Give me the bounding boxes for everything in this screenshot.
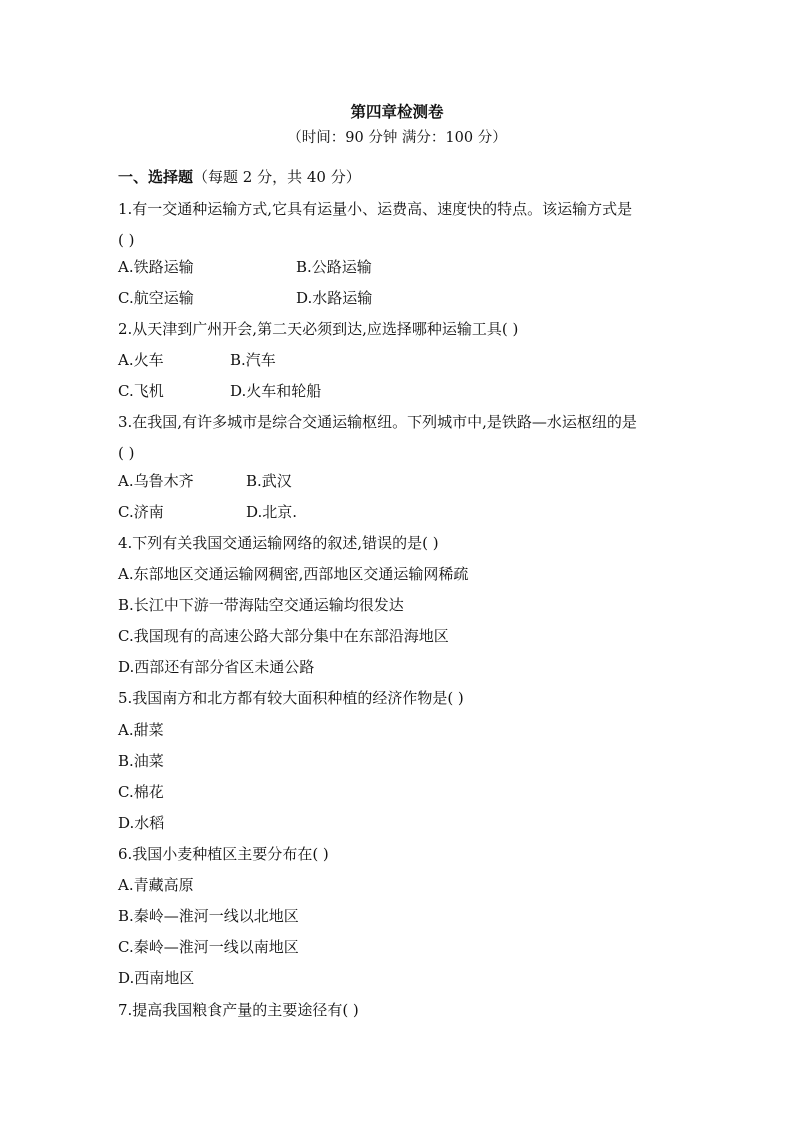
question-2-option-b: B.汽车 — [230, 351, 276, 369]
question-4-option-c: C.我国现有的高速公路大部分集中在东部沿海地区 — [118, 627, 449, 645]
question-5-option-b: B.油菜 — [118, 752, 164, 770]
question-4-option-b: B.长江中下游一带海陆空交通运输均很发达 — [118, 596, 404, 614]
section-note: （每题 2 分，共 40 分） — [193, 168, 361, 186]
question-3-stem: 3.在我国,有许多城市是综合交通运输枢纽。下列城市中,是铁路—水运枢纽的是 — [118, 413, 637, 431]
question-6-option-c: C.秦岭—淮河一线以南地区 — [118, 938, 299, 956]
section-title: 一、选择题 — [118, 168, 194, 186]
exam-info: （时间：90 分钟 满分：100 分） — [287, 130, 507, 146]
question-1-option-a: A.铁路运输 — [118, 258, 194, 276]
question-3-option-c: C.济南 — [118, 503, 164, 521]
question-6-stem: 6.我国小麦种植区主要分布在( ) — [118, 845, 329, 863]
question-7-stem: 7.提高我国粮食产量的主要途径有( ) — [118, 1001, 359, 1019]
question-2-stem: 2.从天津到广州开会,第二天必须到达,应选择哪种运输工具( ) — [118, 320, 519, 338]
question-6-option-a: A.青藏高原 — [118, 876, 194, 894]
question-2-option-d: D.火车和轮船 — [230, 382, 322, 400]
question-1-option-d: D.水路运输 — [296, 289, 373, 307]
page-title: 第四章检测卷 — [350, 102, 444, 121]
question-3-option-b: B.武汉 — [246, 472, 292, 490]
question-1-answer-blank: ( ) — [118, 231, 135, 249]
question-4-option-d: D.西部还有部分省区未通公路 — [118, 658, 315, 676]
question-2-option-c: C.飞机 — [118, 382, 164, 400]
question-6-option-b: B.秦岭—淮河一线以北地区 — [118, 907, 299, 925]
question-4-option-a: A.东部地区交通运输网稠密,西部地区交通运输网稀疏 — [118, 565, 469, 583]
question-1-stem: 1.有一交通种运输方式,它具有运量小、运费高、速度快的特点。该运输方式是 — [118, 200, 633, 218]
question-4-stem: 4.下列有关我国交通运输网络的叙述,错误的是( ) — [118, 534, 439, 552]
section-heading — [118, 166, 361, 188]
question-1-option-b: B.公路运输 — [296, 258, 372, 276]
question-2-option-a: A.火车 — [118, 351, 164, 369]
question-6-option-d: D.西南地区 — [118, 969, 195, 987]
question-5-option-a: A.甜菜 — [118, 721, 164, 739]
question-5-option-d: D.水稻 — [118, 814, 165, 832]
question-3-option-a: A.乌鲁木齐 — [118, 472, 194, 490]
question-3-option-d: D.北京. — [246, 503, 298, 521]
question-5-option-c: C.棉花 — [118, 783, 164, 801]
question-3-answer-blank: ( ) — [118, 444, 135, 462]
question-5-stem: 5.我国南方和北方都有较大面积种植的经济作物是( ) — [118, 689, 464, 707]
question-1-option-c: C.航空运输 — [118, 289, 194, 307]
